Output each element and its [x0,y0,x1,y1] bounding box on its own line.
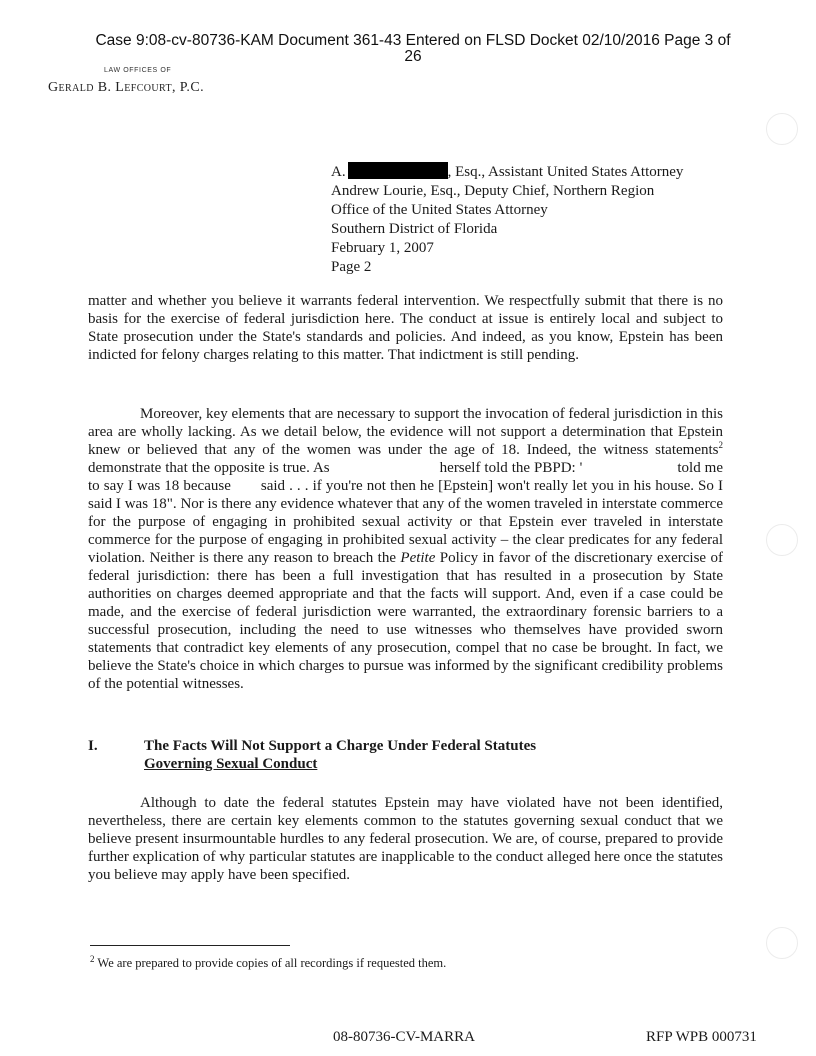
section-number: I. [88,738,98,754]
punch-hole-icon [766,927,798,959]
body-paragraph-2 [88,405,723,693]
footer-case-number: 08-80736-CV-MARRA [333,1029,475,1045]
punch-hole-icon [766,113,798,145]
letter-date: February 1, 2007 [331,240,434,256]
footnote [90,953,447,971]
redaction-bar [348,162,448,179]
addressee-line [331,162,683,182]
law-offices-label: LAW OFFICES OF [104,67,172,74]
paragraph-2-text-b: demonstrate that the opposite is true. As [88,460,330,476]
section-title-line-1: The Facts Will Not Support a Charge Under Federal Statutes [144,738,537,754]
footnote-marker: 2 [90,953,95,964]
section-heading [88,737,536,773]
addressee-initial: A. [331,164,346,180]
court-filing-stamp [60,33,766,65]
footnote-ref: 2 [718,440,723,450]
paragraph-2-text-d: told me to say I was 18 because [88,460,723,494]
stamp-line-1: Case 9:08-cv-80736-KAM Document 361-43 Entered on FLSD Docket 02/10/2016 Page 3 of [95,32,731,49]
punch-hole-icon [766,524,798,556]
address-line-4: Southern District of Florida [331,221,498,237]
footnote-divider [90,945,290,946]
footer-bates-number: RFP WPB 000731 [646,1029,757,1045]
addressee-title: , Esq., Assistant United States Attorney [447,164,684,180]
address-line-3: Office of the United States Attorney [331,202,548,218]
body-paragraph-3: Although to date the federal statutes Epstein may have violated have not been identified, nevertheless, there are certain key elements common to the statutes governing sexual conduct that we believe present insurmountable hurdles to any federal prosecution. We are, of course, prepared to provide further explication of why particular statutes are inapplicable to the conduct alleged here once the statutes you believe may apply have been specified. [88,795,723,883]
stamp-line-2: 26 [404,48,422,65]
section-title-line-2: Governing Sexual Conduct [144,756,318,772]
body-paragraph-1: matter and whether you believe it warrants federal intervention. We respectfully submit that there is no basis for the exercise of federal jurisdiction here. The conduct at issue is entirely local and subject to State prosecution under the State's standards and policies. And indeed, as you know, Epstein has been indicted for felony charges relating to this matter. That indictment is still pending. [88,293,723,363]
paragraph-2-text-a: Moreover, key elements that are necessary to support the invocation of federal jurisdiction in this area are wholly lacking. As we detail below, the evidence will not support a determination that Epstein knew or believed that any of the women was under the age of 18. Indeed, the witness statements [88,406,723,458]
paragraph-2-text-f: Policy in favor of the discretionary exercise of federal jurisdiction: there has been a full investigation that has resulted in a prosecution by State authorities on charges deemed appropriate and that the facts will support. And, even if a case could be made, and the exercise of federal jurisdiction were warranted, the extraordinary forensic barriers to a successful prosecution, including the need to use witnesses who themselves have provided sworn statements that contradict key elements of any prosecution, compel that no case be brought. In fact, we believe the State's choice in which charges to pursue was informed by the significant credibility problems of the potential witnesses. [88,550,723,692]
address-block [331,162,683,277]
page-number: Page 2 [331,259,372,275]
firm-name: Gerald B. Lefcourt, P.C. [48,80,204,95]
petite-policy-name: Petite [400,550,436,566]
address-line-2: Andrew Lourie, Esq., Deputy Chief, Northern Region [331,183,655,199]
footnote-text: We are prepared to provide copies of all recordings if requested them. [94,956,447,970]
paragraph-2-text-e: said . . . if you're not then he [Epstein] won't really let you in his house. So I said I was 18". Nor is there any evidence whatever that any of the women traveled in interstate commerce for the purpose of engaging in prohibited sexual activity or that Epstein ever traveled in interstate commerce for the purpose of engaging in prohibited sexual activity – the clear predicates for any federal violation. Neither is there any reason to breach the [88,478,723,566]
paragraph-2-text-c: herself told the PBPD: ' [439,460,583,476]
